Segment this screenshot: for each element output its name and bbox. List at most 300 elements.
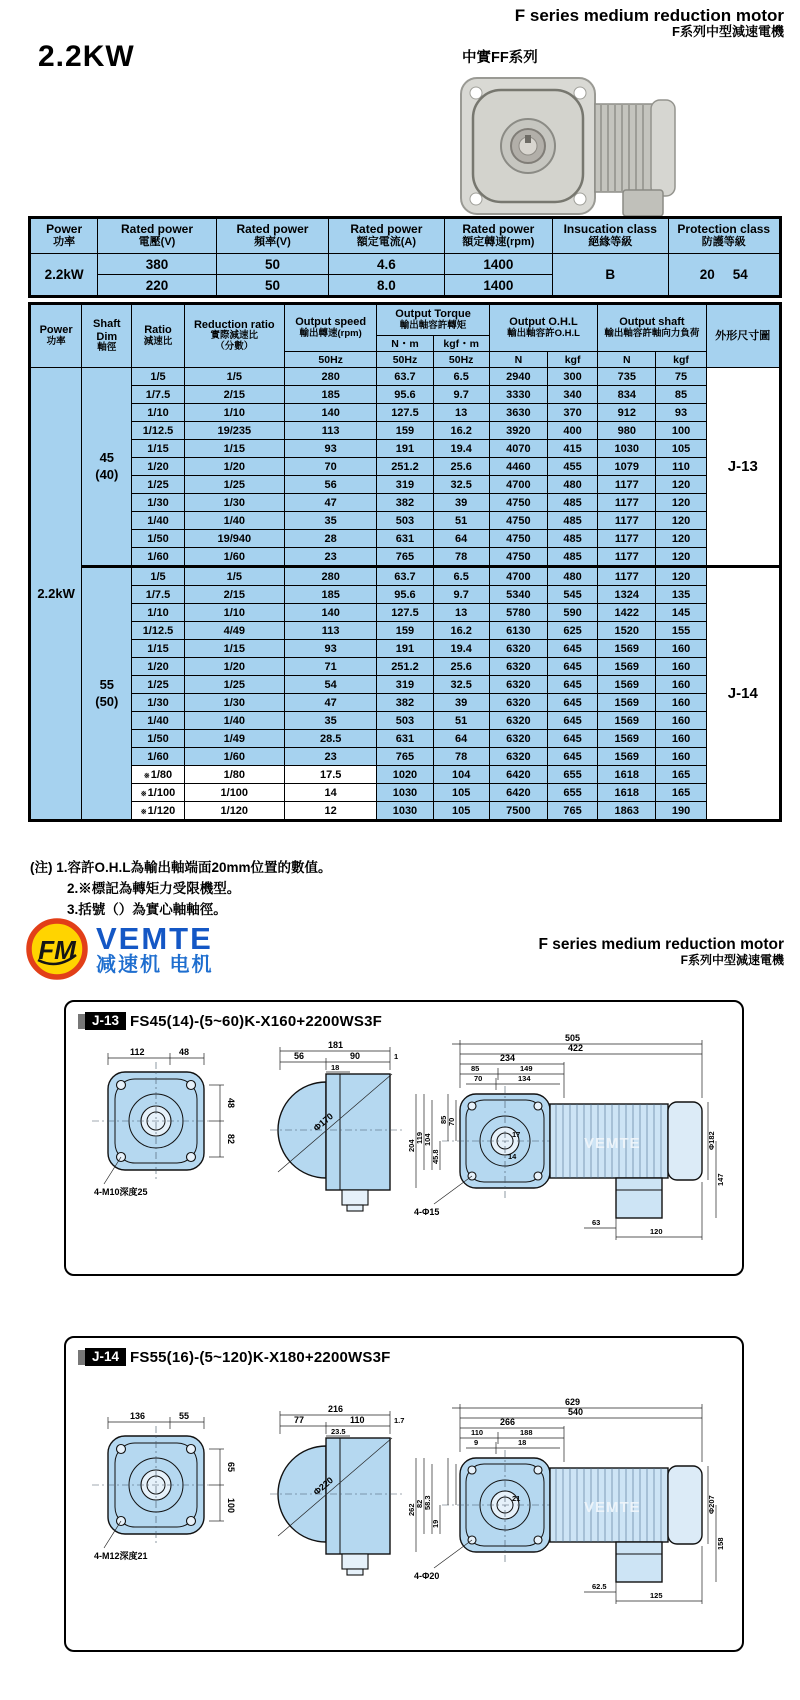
ratio-table-row: [30, 766, 781, 784]
svg-text:110: 110: [471, 1428, 484, 1437]
ratio-table-row: [30, 567, 781, 586]
table-cell: 1/10: [132, 404, 184, 422]
table-cell: 545: [548, 586, 598, 604]
col-header: Ratio 減速比: [132, 304, 184, 368]
table-cell: 105: [433, 784, 489, 802]
torque-limited-marker: ※: [140, 808, 147, 816]
table-cell: 5780: [489, 604, 547, 622]
svg-text:262: 262: [407, 1503, 416, 1516]
col-header: 50Hz: [433, 352, 489, 368]
side-view: [270, 1040, 402, 1211]
svg-text:1.7: 1.7: [394, 1416, 405, 1425]
table-cell: 50: [216, 254, 328, 275]
table-cell: 1030: [598, 440, 656, 458]
table-cell: 71: [284, 658, 376, 676]
table-cell: 120: [656, 548, 706, 567]
table-cell: 1/50: [132, 530, 184, 548]
spec-row: [30, 254, 781, 275]
assembly-view: [407, 1397, 725, 1604]
svg-text:112: 112: [130, 1047, 145, 1057]
col-header: Rated power 額定電流(A): [329, 218, 444, 254]
table-cell: 93: [656, 404, 706, 422]
table-cell: 14: [284, 784, 376, 802]
col-header: Rated power 電壓(V): [98, 218, 216, 254]
svg-text:Φ220: Φ220: [311, 1475, 336, 1498]
table-cell: 6130: [489, 622, 547, 640]
table-cell: 6420: [489, 784, 547, 802]
ratio-table-row: [30, 512, 781, 530]
table-cell: 5340: [489, 586, 547, 604]
table-cell: 185: [284, 386, 376, 404]
power-rating-title: 2.2KW: [38, 40, 135, 73]
svg-text:VEMTE: VEMTE: [584, 1135, 641, 1152]
assembly-view: [407, 1033, 725, 1240]
table-cell: 32.5: [433, 676, 489, 694]
svg-text:629: 629: [565, 1397, 581, 1407]
col-header: kgf: [548, 352, 598, 368]
table-cell: 300: [548, 368, 598, 386]
table-cell: 1030: [377, 802, 433, 821]
table-cell: 9.7: [433, 386, 489, 404]
table-cell: 1/30: [184, 694, 284, 712]
svg-text:100: 100: [226, 1498, 236, 1514]
table-cell: 400: [548, 422, 598, 440]
table-cell: 160: [656, 730, 706, 748]
table-cell: 191: [377, 640, 433, 658]
note-line: (注) 1.容許O.H.L為輸出軸端面20mm位置的數值。: [30, 860, 332, 875]
table-cell: 8.0: [329, 275, 444, 297]
table-cell: 1/40: [184, 512, 284, 530]
table-cell: 4700: [489, 567, 547, 586]
table-cell: 3630: [489, 404, 547, 422]
ratio-header-row1: [30, 304, 781, 336]
table-cell: 1569: [598, 694, 656, 712]
table-cell: 19.4: [433, 640, 489, 658]
table-cell: B: [553, 254, 668, 297]
svg-text:70: 70: [447, 1117, 456, 1126]
table-cell: 1618: [598, 784, 656, 802]
spec-header-row: [30, 218, 781, 254]
table-cell: 485: [548, 494, 598, 512]
table-cell: 1/12.5: [132, 422, 184, 440]
col-header: kgf: [656, 352, 706, 368]
svg-text:422: 422: [568, 1043, 584, 1053]
col-header: N: [489, 352, 547, 368]
svg-text:505: 505: [565, 1033, 581, 1043]
table-cell: 35: [284, 512, 376, 530]
table-cell: 160: [656, 640, 706, 658]
table-cell: 1030: [377, 784, 433, 802]
table-cell: 1/40: [132, 512, 184, 530]
table-cell: 191: [377, 440, 433, 458]
series-label: 中實FF系列: [462, 50, 538, 66]
table-cell: 645: [548, 658, 598, 676]
col-header: Rated power 頻率(V): [216, 218, 328, 254]
table-cell: 2940: [489, 368, 547, 386]
table-cell: 1/60: [132, 548, 184, 567]
table-cell: 135: [656, 586, 706, 604]
section2-header: [364, 936, 784, 968]
svg-text:48: 48: [179, 1047, 190, 1057]
table-cell: 32.5: [433, 476, 489, 494]
logo-sub-text: 减速机 电机: [96, 953, 214, 976]
col-header: 外形尺寸圖: [706, 304, 780, 368]
table-cell: 6320: [489, 712, 547, 730]
table-cell: 13: [433, 404, 489, 422]
section2-title-en: F series medium reduction motor: [538, 936, 784, 953]
table-cell: 2.2kW: [30, 254, 98, 297]
table-cell: 4460: [489, 458, 547, 476]
svg-text:77: 77: [294, 1415, 305, 1425]
table-cell: 319: [377, 676, 433, 694]
svg-text:55: 55: [179, 1411, 190, 1421]
tag-decoration: [78, 1350, 85, 1365]
table-cell: 25.6: [433, 658, 489, 676]
table-cell: 64: [433, 730, 489, 748]
table-cell: 75: [656, 368, 706, 386]
table-cell: 1/15: [132, 440, 184, 458]
table-cell: 1/49: [184, 730, 284, 748]
table-cell: 1863: [598, 802, 656, 821]
table-cell: 503: [377, 712, 433, 730]
table-cell: ※1/100: [132, 784, 184, 802]
table-cell: 1/5: [184, 368, 284, 386]
table-cell: 145: [656, 604, 706, 622]
table-cell: 104: [433, 766, 489, 784]
svg-text:216: 216: [328, 1404, 344, 1414]
power-cell: 2.2kW: [30, 368, 82, 821]
table-cell: 70: [284, 458, 376, 476]
table-cell: 16.2: [433, 422, 489, 440]
table-cell: 1569: [598, 658, 656, 676]
table-cell: 280: [284, 368, 376, 386]
table-cell: 319: [377, 476, 433, 494]
table-cell: 251.2: [377, 458, 433, 476]
table-cell: 645: [548, 640, 598, 658]
svg-text:149: 149: [520, 1064, 533, 1073]
table-cell: 1400: [444, 254, 552, 275]
svg-text:119: 119: [415, 1131, 424, 1144]
table-cell: 1/80: [184, 766, 284, 784]
table-cell: 1/7.5: [132, 586, 184, 604]
table-cell: 6.5: [433, 368, 489, 386]
col-header: Shaft Dim 軸徑: [82, 304, 132, 368]
table-cell: 35: [284, 712, 376, 730]
table-cell: 1/10: [132, 604, 184, 622]
section2-title-zh: F系列中型減速電機: [680, 952, 784, 967]
table-cell: 455: [548, 458, 598, 476]
shaft-dim-cell: 55 (50): [82, 567, 132, 821]
table-cell: 1/7.5: [132, 386, 184, 404]
table-cell: 120: [656, 494, 706, 512]
vemte-logo-mark: [26, 918, 88, 980]
table-cell: 1569: [598, 640, 656, 658]
table-cell: 1/30: [184, 494, 284, 512]
table-cell: 6320: [489, 640, 547, 658]
table-cell: 165: [656, 784, 706, 802]
table-cell: 631: [377, 530, 433, 548]
table-cell: 1/20: [132, 658, 184, 676]
torque-limited-marker: ※: [140, 790, 147, 798]
table-cell: 1/10: [184, 604, 284, 622]
table-cell: 28: [284, 530, 376, 548]
ratio-table-row: [30, 494, 781, 512]
svg-text:14: 14: [508, 1152, 517, 1161]
table-cell: 7500: [489, 802, 547, 821]
table-cell: 655: [548, 766, 598, 784]
table-cell: 63.7: [377, 368, 433, 386]
note-line: 3.括號（）為實心軸軸徑。: [67, 901, 227, 917]
ratio-table-row: [30, 676, 781, 694]
svg-text:1: 1: [394, 1052, 399, 1061]
table-cell: 1/60: [132, 748, 184, 766]
table-cell: 485: [548, 548, 598, 567]
table-cell: 95.6: [377, 586, 433, 604]
table-cell: 105: [656, 440, 706, 458]
diagram-tag: J-13: [85, 1012, 126, 1030]
shaft-dim-cell: 45 (40): [82, 368, 132, 567]
table-cell: 120: [656, 512, 706, 530]
table-cell: 140: [284, 604, 376, 622]
col-header: Reduction ratio 實際減速比 （分數）: [184, 304, 284, 368]
col-header: Output speed 輸出轉速(rpm): [284, 304, 376, 352]
col-header: Output O.H.L 輸出軸容許O.H.L: [489, 304, 597, 352]
svg-text:4-M10深度25: 4-M10深度25: [94, 1187, 148, 1197]
table-cell: 1/20: [184, 458, 284, 476]
table-cell: 19/940: [184, 530, 284, 548]
table-cell: 912: [598, 404, 656, 422]
table-cell: 39: [433, 494, 489, 512]
table-cell: 155: [656, 622, 706, 640]
table-cell: 120: [656, 567, 706, 586]
header-title-en: F series medium reduction motor: [514, 6, 784, 25]
table-cell: 160: [656, 658, 706, 676]
svg-text:45.8: 45.8: [431, 1149, 440, 1164]
table-cell: 4750: [489, 548, 547, 567]
table-cell: 1020: [377, 766, 433, 784]
table-cell: 4/49: [184, 622, 284, 640]
table-cell: 16.2: [433, 622, 489, 640]
svg-text:19: 19: [431, 1519, 440, 1528]
table-cell: 1/20: [132, 458, 184, 476]
col-header: Output shaft 輸出軸容許軸向力負荷: [598, 304, 706, 352]
table-cell: 47: [284, 494, 376, 512]
table-cell: 655: [548, 784, 598, 802]
svg-text:Φ170: Φ170: [311, 1111, 336, 1134]
svg-text:18: 18: [331, 1063, 340, 1072]
table-cell: 20 54: [668, 254, 781, 297]
ratio-table-row: [30, 802, 781, 821]
technical-drawing: [78, 1030, 726, 1242]
ratio-table-row: [30, 730, 781, 748]
table-cell: 1/30: [132, 694, 184, 712]
svg-text:204: 204: [407, 1139, 416, 1152]
svg-text:540: 540: [568, 1407, 584, 1417]
table-cell: 4750: [489, 530, 547, 548]
table-cell: 6.5: [433, 567, 489, 586]
dim-ref-cell: J-13: [706, 368, 780, 567]
table-cell: 2/15: [184, 386, 284, 404]
ratio-table-row: [30, 458, 781, 476]
table-cell: 4750: [489, 512, 547, 530]
table-cell: 251.2: [377, 658, 433, 676]
table-cell: 120: [656, 476, 706, 494]
svg-text:4-Φ15: 4-Φ15: [414, 1207, 440, 1217]
side-view: [270, 1404, 404, 1575]
ratio-table-row: [30, 640, 781, 658]
diagram-box-j14: [64, 1336, 744, 1652]
svg-text:158: 158: [716, 1537, 725, 1550]
table-cell: 1177: [598, 512, 656, 530]
table-cell: 382: [377, 694, 433, 712]
table-cell: 590: [548, 604, 598, 622]
table-cell: 4.6: [329, 254, 444, 275]
front-view: [92, 1047, 236, 1197]
col-header: Power 功率: [30, 218, 98, 254]
col-header: Output Torque 輸出軸容許轉矩: [377, 304, 489, 336]
table-cell: 127.5: [377, 404, 433, 422]
table-cell: 9.7: [433, 586, 489, 604]
table-cell: 1/60: [184, 548, 284, 567]
ratio-table-row: [30, 548, 781, 567]
svg-text:234: 234: [500, 1053, 516, 1063]
table-cell: 1/25: [132, 476, 184, 494]
table-cell: 95.6: [377, 386, 433, 404]
table-cell: 4070: [489, 440, 547, 458]
table-cell: 1177: [598, 476, 656, 494]
table-cell: 3330: [489, 386, 547, 404]
ratio-table-row: [30, 748, 781, 766]
diagram-tag: J-14: [85, 1348, 126, 1366]
table-cell: 1/10: [184, 404, 284, 422]
table-cell: 19.4: [433, 440, 489, 458]
table-cell: 17.5: [284, 766, 376, 784]
svg-text:120: 120: [650, 1227, 663, 1236]
col-header: N・m: [377, 336, 433, 352]
table-cell: 1/5: [132, 368, 184, 386]
table-cell: 280: [284, 567, 376, 586]
table-cell: 12: [284, 802, 376, 821]
table-cell: 50: [216, 275, 328, 297]
table-cell: 380: [98, 254, 216, 275]
table-cell: 485: [548, 512, 598, 530]
table-cell: 93: [284, 440, 376, 458]
ratio-table-row: [30, 476, 781, 494]
table-cell: 1/25: [132, 676, 184, 694]
table-cell: 765: [377, 548, 433, 567]
ratio-table-row: [30, 784, 781, 802]
diagram-title-j14: [78, 1348, 742, 1366]
col-header: N: [598, 352, 656, 368]
ratio-table-row: [30, 712, 781, 730]
table-cell: 28.5: [284, 730, 376, 748]
table-cell: 6420: [489, 766, 547, 784]
table-cell: 645: [548, 694, 598, 712]
table-cell: 1/60: [184, 748, 284, 766]
svg-text:56: 56: [294, 1051, 305, 1061]
table-cell: 1569: [598, 712, 656, 730]
table-cell: 1/40: [132, 712, 184, 730]
table-cell: 47: [284, 694, 376, 712]
technical-drawing: [78, 1394, 726, 1606]
table-cell: 63.7: [377, 567, 433, 586]
svg-text:48: 48: [226, 1098, 236, 1109]
ratio-table-row: [30, 694, 781, 712]
table-cell: 110: [656, 458, 706, 476]
note-line: 2.※標記為轉矩力受限機型。: [67, 880, 241, 896]
table-cell: 1/5: [132, 567, 184, 586]
table-cell: 1177: [598, 548, 656, 567]
svg-text:18: 18: [518, 1438, 527, 1447]
table-cell: 4700: [489, 476, 547, 494]
table-cell: 834: [598, 386, 656, 404]
svg-text:17: 17: [512, 1130, 521, 1139]
header-title-zh: F系列中型減速電機: [672, 24, 784, 40]
table-cell: 1/25: [184, 476, 284, 494]
svg-text:82: 82: [415, 1499, 424, 1508]
table-cell: 503: [377, 512, 433, 530]
table-cell: 1177: [598, 567, 656, 586]
front-view: [92, 1411, 236, 1561]
table-cell: 382: [377, 494, 433, 512]
table-cell: 480: [548, 476, 598, 494]
table-cell: 6320: [489, 730, 547, 748]
table-cell: 1/120: [184, 802, 284, 821]
table-cell: 23: [284, 548, 376, 567]
ratio-table-row: [30, 440, 781, 458]
table-cell: 1/40: [184, 712, 284, 730]
table-cell: 19/235: [184, 422, 284, 440]
table-cell: 1/12.5: [132, 622, 184, 640]
col-header: 50Hz: [284, 352, 376, 368]
table-cell: 39: [433, 694, 489, 712]
table-cell: 190: [656, 802, 706, 821]
table-cell: 370: [548, 404, 598, 422]
svg-text:63: 63: [592, 1218, 601, 1227]
table-cell: 93: [284, 640, 376, 658]
svg-text:90: 90: [350, 1051, 361, 1061]
svg-text:VEMTE: VEMTE: [584, 1499, 641, 1516]
table-cell: 6320: [489, 676, 547, 694]
table-cell: 51: [433, 712, 489, 730]
svg-text:181: 181: [328, 1040, 344, 1050]
svg-text:FM: FM: [38, 935, 76, 965]
table-cell: 13: [433, 604, 489, 622]
svg-text:Φ207: Φ207: [707, 1495, 716, 1514]
svg-text:62.5: 62.5: [592, 1582, 607, 1591]
table-cell: 105: [433, 802, 489, 821]
table-cell: 120: [656, 530, 706, 548]
table-cell: 1520: [598, 622, 656, 640]
col-header: 50Hz: [377, 352, 433, 368]
svg-text:4-M12深度21: 4-M12深度21: [94, 1551, 148, 1561]
svg-text:65: 65: [226, 1462, 236, 1473]
table-cell: 480: [548, 567, 598, 586]
table-cell: 3920: [489, 422, 547, 440]
ratio-table-row: [30, 604, 781, 622]
svg-text:85: 85: [439, 1115, 448, 1124]
svg-text:70: 70: [474, 1074, 483, 1083]
table-cell: 159: [377, 422, 433, 440]
ratio-table: [28, 302, 782, 822]
svg-text:21: 21: [512, 1494, 521, 1503]
table-cell: 415: [548, 440, 598, 458]
table-cell: 1/100: [184, 784, 284, 802]
col-header: kgf・m: [433, 336, 489, 352]
svg-text:Φ182: Φ182: [707, 1131, 716, 1150]
spec-table: [28, 216, 782, 298]
col-header: Protection class 防護等級: [668, 218, 781, 254]
